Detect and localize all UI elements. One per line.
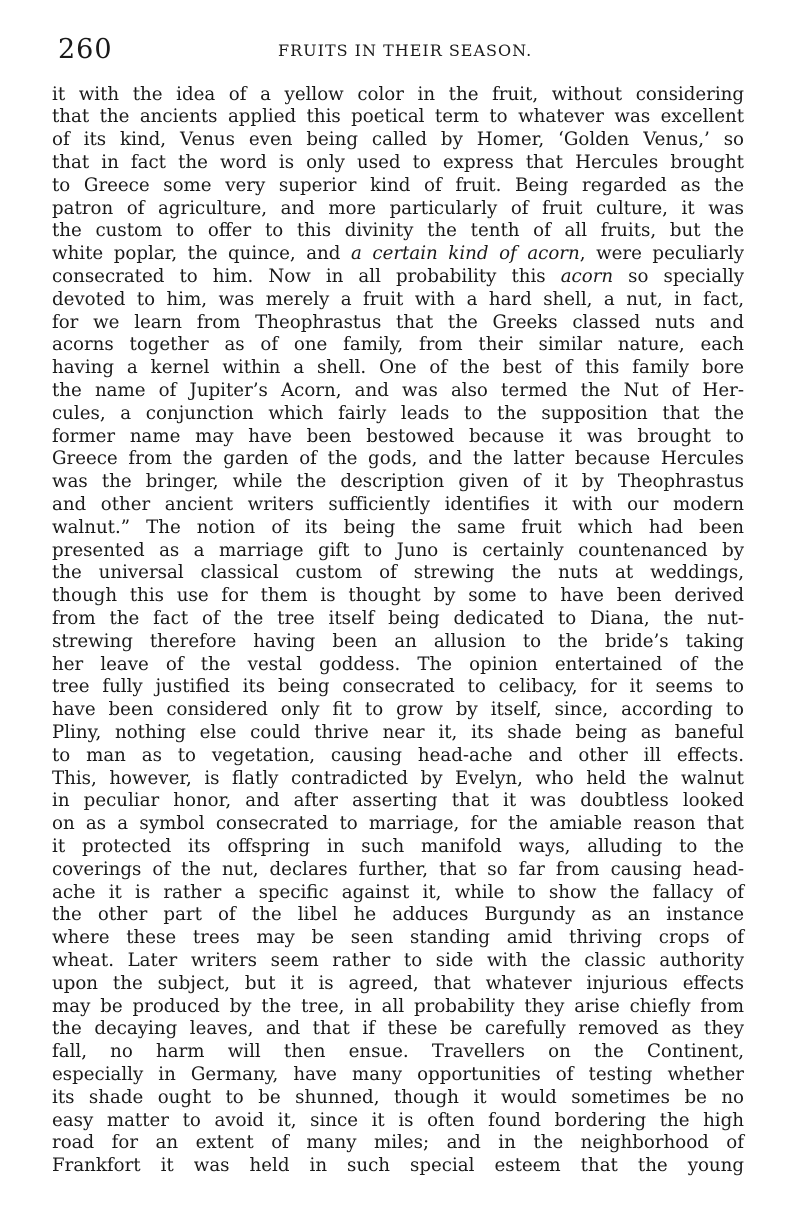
text-line: her leave of the vestal goddess. The opinion entertained of the	[52, 654, 744, 675]
text-line: This, however, is flatly contradicted by Evelyn, who held the walnut	[52, 768, 744, 789]
text-line: and other ancient writers sufficiently identifies it with our modern	[52, 494, 744, 515]
text-line: to man as to vegetation, causing head-ache and other ill effects.	[52, 745, 744, 766]
text-line: of its kind, Venus even being called by Homer, ‘Golden Venus,’ so	[52, 129, 744, 150]
text-line: acorns together as of one family, from their similar nature, each	[52, 334, 744, 355]
text-line: the custom to offer to this divinity the tenth of all fruits, but the	[52, 220, 744, 241]
text-line: that in fact the word is only used to express that Hercules brought	[52, 152, 744, 173]
text-line: coverings of the nut, declares further, that so far from causing head-	[52, 859, 744, 880]
text-line: the name of Jupiter’s Acorn, and was also termed the Nut of Her-	[52, 380, 744, 401]
running-title: FRUITS IN THEIR SEASON.	[278, 41, 533, 60]
text-line-with-italic	[52, 266, 744, 288]
text-line: to Greece some very superior kind of fruit. Being regarded as the	[52, 175, 744, 196]
italic-phrase: a certain kind of acorn	[351, 243, 580, 264]
text-line: walnut.” The notion of its being the same fruit which had been	[52, 517, 744, 538]
text-line: the other part of the libel he adduces Burgundy as an instance	[52, 904, 744, 925]
text-line: former name may have been bestowed because it was brought to	[52, 426, 744, 447]
text-line: the universal classical custom of strewing the nuts at weddings,	[52, 562, 744, 583]
text-line: its shade ought to be shunned, though it would sometimes be no	[52, 1087, 744, 1108]
text-line: where these trees may be seen standing amid thriving crops of	[52, 927, 744, 948]
text-line: wheat. Later writers seem rather to side with the classic authority	[52, 950, 744, 971]
text-line: devoted to him, was merely a fruit with a hard shell, a nut, in fact,	[52, 289, 744, 310]
text-line: Frankfort it was held in such special esteem that the young	[52, 1155, 744, 1176]
text-line: it protected its offspring in such manifold ways, alluding to the	[52, 836, 744, 857]
text-line: was the bringer, while the description given of it by Theophrastus	[52, 471, 744, 492]
text-line: presented as a marriage gift to Juno is certainly countenanced by	[52, 540, 744, 561]
text-line: strewing therefore having been an allusion to the bride’s taking	[52, 631, 744, 652]
text-line: though this use for them is thought by some to have been derived	[52, 585, 744, 606]
text-line: Greece from the garden of the gods, and the latter because Hercules	[52, 448, 744, 469]
text-line: patron of agriculture, and more particularly of fruit culture, it was	[52, 198, 744, 219]
text-line: having a kernel within a shell. One of the best of this family bore	[52, 357, 744, 378]
text-line: it with the idea of a yellow color in the fruit, without considering	[52, 84, 744, 105]
text-line: upon the subject, but it is agreed, that whatever injurious effects	[52, 973, 744, 994]
italic-phrase: acorn	[560, 266, 614, 287]
text-line: the decaying leaves, and that if these be carefully removed as they	[52, 1018, 744, 1039]
text-line: tree fully justified its being consecrated to celibacy, for it seems to	[52, 676, 744, 697]
text-line: Pliny, nothing else could thrive near it, its shade being as baneful	[52, 722, 744, 743]
text-line: easy matter to avoid it, since it is often found bordering the high	[52, 1110, 744, 1131]
text-line: may be produced by the tree, in all probability they arise chiefly from	[52, 996, 744, 1017]
text-segment: so specially	[613, 266, 744, 287]
text-segment: consecrated to him. Now in all probability this	[52, 266, 546, 287]
page-number: 260	[58, 34, 113, 65]
text-segment: , were peculiarly	[579, 243, 744, 264]
text-line: have been considered only fit to grow by itself, since, according to	[52, 699, 744, 720]
text-line-with-italic	[52, 243, 744, 265]
text-line: for we learn from Theophrastus that the Greeks classed nuts and	[52, 312, 744, 333]
text-segment: white poplar, the quince, and	[52, 243, 341, 264]
text-line: road for an extent of many miles; and in the neighborhood of	[52, 1132, 744, 1153]
text-line: fall, no harm will then ensue. Travellers on the Continent,	[52, 1041, 744, 1062]
text-line: ache it is rather a specific against it, while to show the fallacy of	[52, 882, 744, 903]
text-line: especially in Germany, have many opportunities of testing whether	[52, 1064, 744, 1085]
text-line: from the fact of the tree itself being dedicated to Diana, the nut-	[52, 608, 744, 629]
text-line: cules, a conjunction which fairly leads to the supposition that the	[52, 403, 744, 424]
running-head	[46, 28, 752, 68]
text-line: on as a symbol consecrated to marriage, for the amiable reason that	[52, 813, 744, 834]
text-line: that the ancients applied this poetical term to whatever was excellent	[52, 106, 744, 127]
text-line: in peculiar honor, and after asserting that it was doubtless looked	[52, 790, 744, 811]
